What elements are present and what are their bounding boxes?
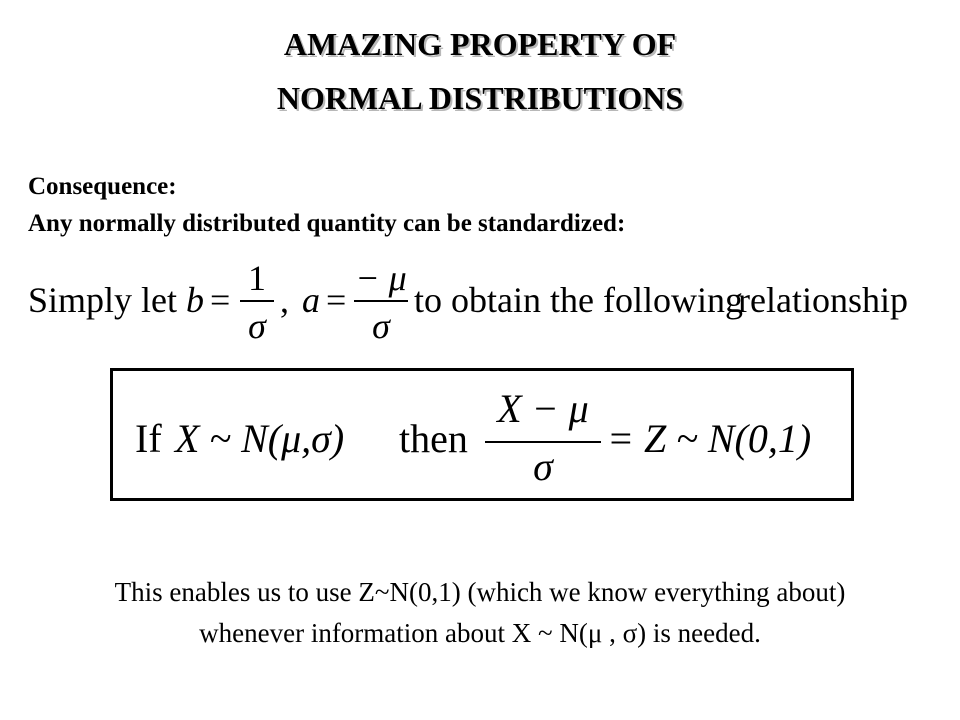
fraction-numerator: X − μ [497, 386, 589, 431]
a-numerator: − μ [355, 258, 407, 298]
fraction-bar [485, 441, 601, 443]
a-fraction-bar [354, 300, 408, 302]
simply-let-text: Simply let [28, 280, 178, 320]
b-fraction [240, 250, 274, 350]
z-result: = Z ~ N(0,1) [607, 416, 812, 461]
then-word: then [399, 416, 468, 461]
b-fraction-bar [240, 300, 274, 302]
if-word: If [135, 416, 162, 461]
relationship-word: relationship [738, 280, 908, 320]
a-denominator: σ [372, 306, 390, 346]
fraction-denominator: σ [533, 444, 553, 489]
b-numerator: 1 [248, 258, 266, 298]
comma: , [280, 280, 289, 320]
title-line-1: AMAZING PROPERTY OF [283, 26, 677, 62]
b-denominator: σ [248, 306, 266, 346]
title-line-2: NORMAL DISTRIBUTIONS [276, 80, 684, 116]
b-variable: b [186, 280, 204, 320]
footer-line-1: This enables us to use Z~N(0,1) (which we know everything about) [114, 577, 846, 607]
a-variable: a [302, 280, 320, 320]
consequence-label: Consequence: [28, 173, 177, 200]
a-equals: = [326, 280, 347, 320]
standardization-formula-box [110, 368, 854, 501]
b-equals: = [210, 280, 231, 320]
to-obtain-text: to obtain the following [414, 280, 743, 320]
a-fraction [354, 250, 408, 350]
x-distribution: X ~ N(μ,σ) [175, 416, 345, 461]
standardization-statement: Any normally distributed quantity can be standardized: [28, 210, 626, 237]
footer-line-2: whenever information about X ~ N(μ , σ) is needed. [199, 618, 761, 648]
standardization-fraction [485, 385, 601, 495]
